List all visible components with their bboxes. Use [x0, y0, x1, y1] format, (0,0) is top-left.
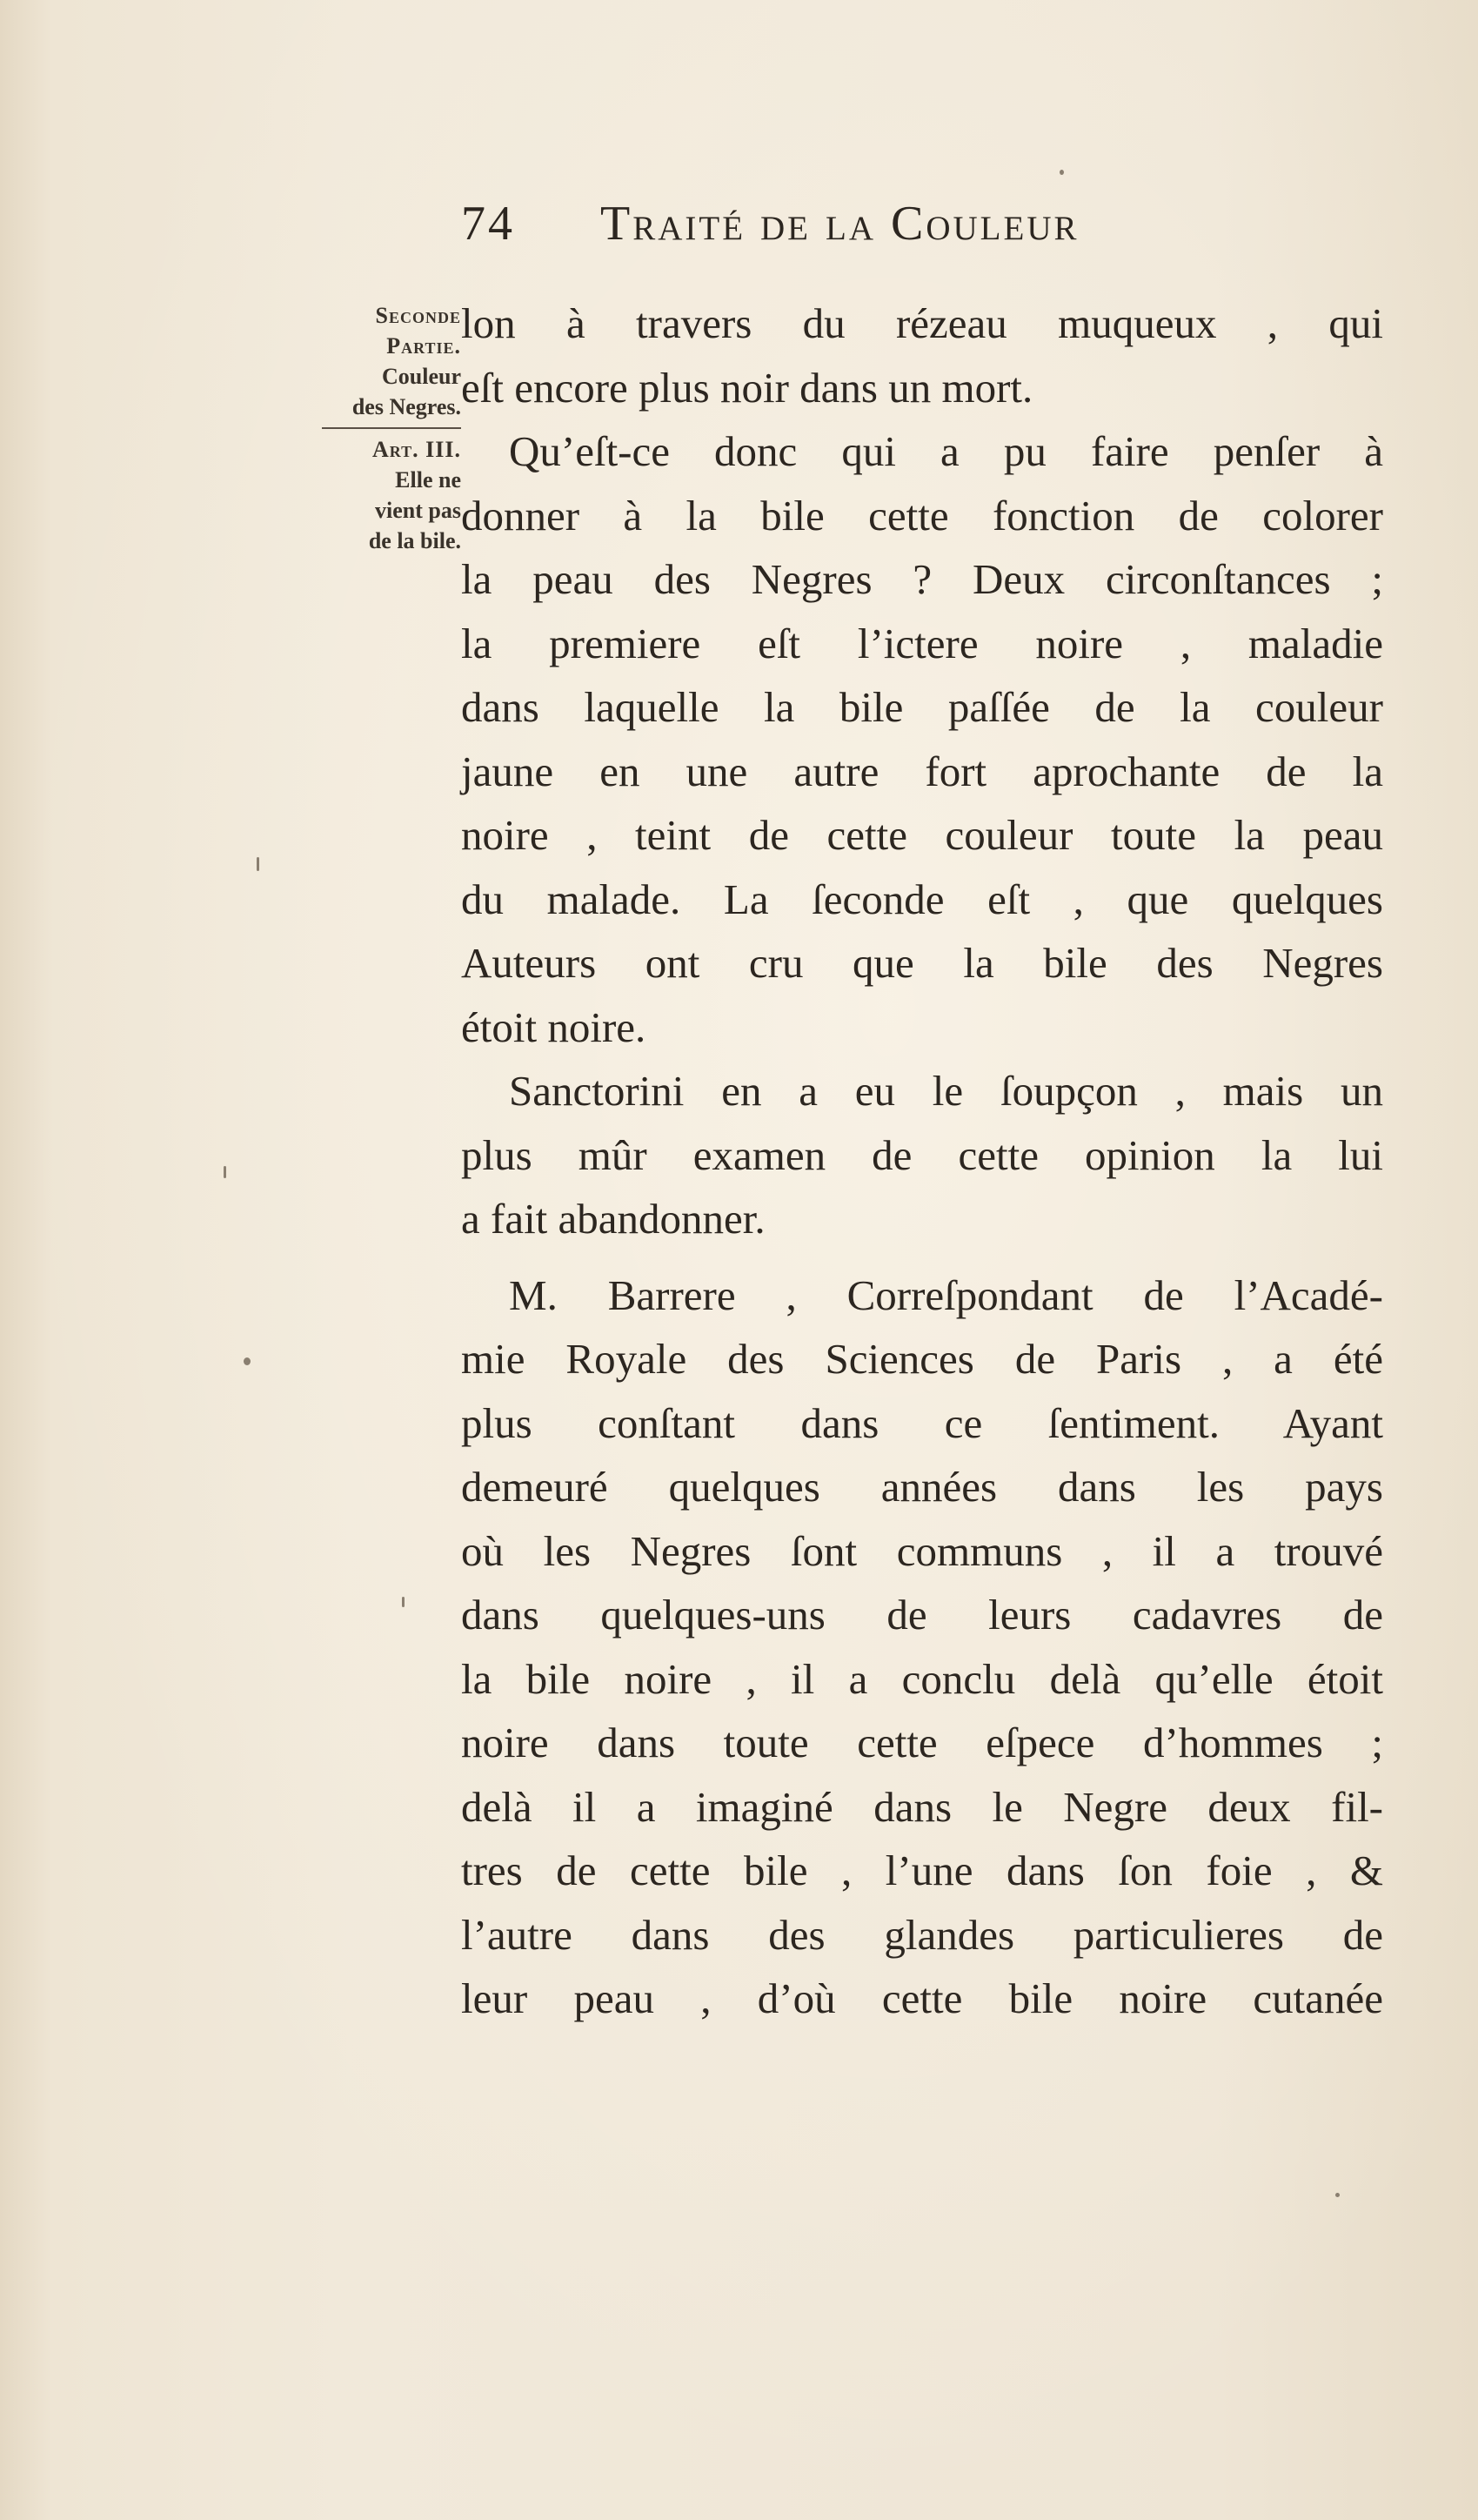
text-line: la bile noire , il a conclu delà qu’elle étoit: [461, 1654, 1383, 1703]
running-header: [461, 196, 1392, 265]
text-line: lon à travers du rézeau muqueux , qui: [461, 299, 1383, 347]
text-line: du malade. La ſeconde eſt , que quelques: [461, 875, 1383, 923]
margin-note: [261, 300, 461, 556]
margin-heading-3: de la bile.: [368, 528, 461, 553]
text-line: dans laquelle la bile paſſée de la couleur: [461, 683, 1383, 731]
paragraph-gap: [461, 1251, 1383, 1263]
margin-divider: [322, 427, 461, 429]
text-line: Auteurs ont cru que la bile des Negres: [461, 939, 1383, 987]
margin-subject-1: Couleur: [382, 364, 461, 389]
margin-subject-2: des Negres.: [351, 394, 461, 419]
text-line: leur peau , d’où cette bile noire cutanée: [461, 1974, 1383, 2022]
text-line: noire dans toute cette eſpece d’hommes ;: [461, 1719, 1383, 1766]
text-line: a fait abandonner.: [461, 1195, 766, 1243]
text-line: noire , teint de cette couleur toute la peau: [461, 811, 1383, 859]
margin-part-2: Partie.: [386, 333, 461, 359]
text-line: étoit noire.: [461, 1002, 646, 1051]
text-line: delà il a imaginé dans le Negre deux fil-: [461, 1782, 1383, 1831]
paper-speck: [257, 857, 259, 871]
margin-part: Seconde: [375, 303, 461, 328]
paper-speck: [1060, 170, 1064, 175]
text-line: jaune en une autre fort aprochante de la: [461, 747, 1383, 795]
text-line: plus mûr examen de cette opinion la lui: [461, 1130, 1383, 1179]
text-line: Sanctorini en a eu le ſoupçon , mais un: [509, 1067, 1383, 1115]
page-number: 74: [461, 197, 515, 251]
text-line: mie Royale des Sciences de Paris , a été: [461, 1335, 1383, 1383]
running-title: Traité de la Couleur: [600, 197, 1080, 251]
body-text: [461, 292, 1383, 2031]
text-line: l’autre dans des glandes particulieres de: [461, 1910, 1383, 1959]
text-line: M. Barrere , Correſpondant de l’Acadé-: [509, 1270, 1383, 1319]
text-line: la premiere eſt l’ictere noire , maladie: [461, 619, 1383, 667]
margin-heading-1: Elle ne: [395, 467, 461, 493]
text-line: Qu’eſt-ce donc qui a pu faire penſer à: [509, 427, 1383, 475]
paper-speck: [244, 1357, 251, 1365]
text-line: eſt encore plus noir dans un mort.: [461, 363, 1033, 412]
text-line: donner à la bile cette fonction de colorer: [461, 491, 1383, 540]
text-line: demeuré quelques années dans les pays: [461, 1463, 1383, 1511]
text-line: plus conſtant dans ce ſentiment. Ayant: [461, 1398, 1383, 1447]
paper-speck: [402, 1597, 405, 1607]
margin-heading-2: vient pas: [375, 498, 461, 523]
text-line: dans quelques-uns de leurs cadavres de: [461, 1591, 1383, 1639]
paper-speck: [224, 1166, 226, 1178]
text-line: tres de cette bile , l’une dans ſon foie , &: [461, 1846, 1383, 1894]
text-line: où les Negres ſont communs , il a trouvé: [461, 1526, 1383, 1575]
text-line: la peau des Negres ? Deux circonſtances ;: [461, 555, 1383, 603]
margin-article: Art. III.: [371, 437, 461, 462]
paper-speck: [1335, 2193, 1340, 2197]
